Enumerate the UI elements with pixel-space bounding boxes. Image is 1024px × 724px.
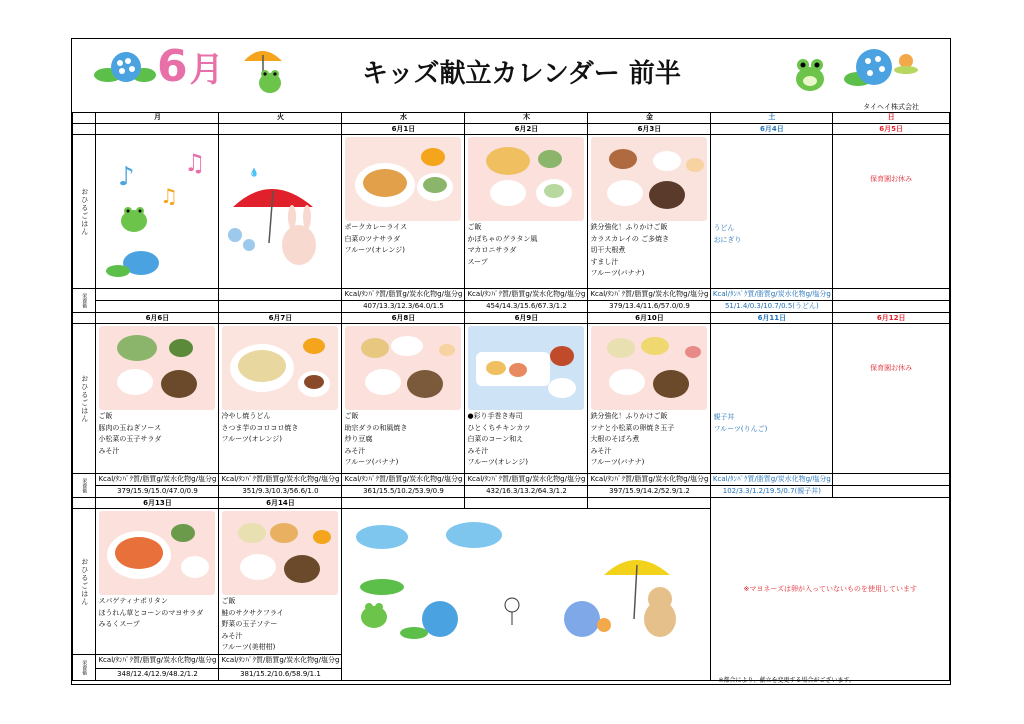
menu-cell-jun13 bbox=[96, 509, 219, 655]
date-cell: 6月4日 bbox=[711, 124, 833, 135]
meal-photo bbox=[222, 326, 338, 410]
menu-item: フルーツ(りんご) bbox=[713, 424, 768, 433]
svg-text:♪: ♪ bbox=[118, 162, 136, 192]
closed-notice: 保育園お休み bbox=[870, 364, 913, 372]
menu-item: 小松菜の玉子サラダ bbox=[98, 435, 162, 443]
week1-date-row bbox=[73, 124, 950, 135]
menu-item: 冷やし焼うどん bbox=[221, 412, 271, 420]
menu-item: ツナと小松菜の卵焼き玉子 bbox=[590, 423, 675, 432]
date-cell: 6月10日 bbox=[588, 313, 711, 324]
date-cell: 6月2日 bbox=[465, 124, 588, 135]
menu-cell-jun7 bbox=[219, 324, 342, 474]
company-name: タイヘイ株式会社 bbox=[863, 103, 919, 111]
menu-item: フルーツ(バナナ) bbox=[590, 458, 645, 466]
date-cell: 6月9日 bbox=[465, 313, 588, 324]
illustration-cell bbox=[342, 509, 711, 681]
meal-photo bbox=[222, 511, 338, 595]
menu-items bbox=[465, 411, 587, 469]
menu-item: フルーツ(バナナ) bbox=[344, 458, 399, 466]
nutrition-value: 351/9.3/10.3/56.6/1.0 bbox=[219, 486, 342, 498]
page-title: キッズ献立カレンダー 前半 bbox=[362, 59, 681, 89]
menu-item: みそ汁 bbox=[344, 446, 366, 455]
meal-photo bbox=[591, 137, 707, 221]
lunch-label: おひるごはん bbox=[73, 324, 96, 474]
menu-cell-jun8 bbox=[342, 324, 465, 474]
week2-date-row bbox=[73, 313, 950, 324]
menu-cell-jun12 bbox=[833, 324, 950, 474]
weekday-fri: 金 bbox=[588, 113, 711, 124]
illustration-cell bbox=[96, 135, 219, 289]
frog-music-illustration bbox=[96, 135, 218, 285]
menu-item: みそ汁 bbox=[467, 446, 489, 455]
menu-cell-jun3 bbox=[588, 135, 711, 289]
menu-cell-jun2 bbox=[465, 135, 588, 289]
menu-item: フルーツ(オレンジ) bbox=[221, 435, 282, 443]
meal-photo bbox=[468, 326, 584, 410]
menu-item: さつま芋のコロコロ焼き bbox=[221, 423, 299, 432]
closed-notice: 保育園お休み bbox=[870, 175, 913, 183]
week2-menu-row bbox=[73, 324, 950, 474]
menu-item: 野菜の玉子ソテー bbox=[221, 620, 278, 628]
nutrition-header: Kcal/ﾀﾝﾊﾟｸ質/脂質g/炭水化物g/塩分g bbox=[588, 289, 711, 301]
menu-cell-jun9 bbox=[465, 324, 588, 474]
meal-photo bbox=[99, 326, 215, 410]
nutrition-value: 381/15.2/10.6/58.9/1.1 bbox=[219, 669, 342, 681]
menu-cell-jun6 bbox=[96, 324, 219, 474]
menu-items bbox=[342, 411, 464, 469]
meal-photo bbox=[99, 511, 215, 595]
menu-items bbox=[711, 324, 832, 435]
week1-menu-row bbox=[73, 135, 950, 289]
nutrition-header: Kcal/ﾀﾝﾊﾟｸ質/脂質g/炭水化物g/塩分g bbox=[588, 474, 711, 486]
nutrition-value: 397/15.9/14.2/52.9/1.2 bbox=[588, 486, 711, 498]
nutrition-value: 51/1.4/0.3/10.7/0.5(うどん) bbox=[711, 301, 833, 313]
menu-cell-jun10 bbox=[588, 324, 711, 474]
nutrition-header: Kcal/ﾀﾝﾊﾟｸ質/脂質g/炭水化物g/塩分g bbox=[219, 655, 342, 669]
menu-cell-jun14 bbox=[219, 509, 342, 655]
date-cell: 6月13日 bbox=[96, 498, 219, 509]
menu-cell-jun11 bbox=[711, 324, 833, 474]
menu-items bbox=[588, 411, 710, 469]
menu-item: うどん bbox=[713, 224, 735, 232]
frog-umbrella-icon bbox=[240, 43, 288, 99]
menu-items bbox=[342, 222, 464, 257]
frog-icon bbox=[790, 51, 830, 95]
nutrition-header: Kcal/ﾀﾝﾊﾟｸ質/脂質g/炭水化物g/塩分g bbox=[711, 474, 833, 486]
menu-item: みるくスープ bbox=[98, 620, 140, 628]
menu-cell-jun1 bbox=[342, 135, 465, 289]
date-cell: 6月5日 bbox=[833, 124, 950, 135]
date-cell: 6月12日 bbox=[833, 313, 950, 324]
menu-item: 豚肉の玉ねぎソース bbox=[98, 423, 162, 432]
menu-items bbox=[465, 222, 587, 268]
illustration-cell bbox=[219, 135, 342, 289]
menu-item: マカロニサラダ bbox=[467, 246, 517, 254]
week1-nutrition-row bbox=[73, 301, 950, 313]
nutrition-value: 102/3.3/1.2/19.5/0.7(親子丼) bbox=[711, 486, 833, 498]
weekday-wed: 水 bbox=[342, 113, 465, 124]
date-cell: 6月14日 bbox=[219, 498, 342, 509]
hydrangea-icon bbox=[94, 49, 156, 89]
weekday-header-row bbox=[73, 113, 950, 124]
nutrition-label: 栄養価 bbox=[73, 655, 96, 681]
menu-item: フルーツ(オレンジ) bbox=[344, 246, 405, 254]
menu-items bbox=[96, 411, 218, 457]
weekday-mon: 月 bbox=[96, 113, 219, 124]
menu-items bbox=[219, 411, 341, 446]
rainy-day-illustration bbox=[342, 509, 708, 677]
nutrition-header: Kcal/ﾀﾝﾊﾟｸ質/脂質g/炭水化物g/塩分g bbox=[96, 655, 219, 669]
menu-item: 炒り豆腐 bbox=[344, 435, 373, 443]
nutrition-header: Kcal/ﾀﾝﾊﾟｸ質/脂質g/炭水化物g/塩分g bbox=[465, 289, 588, 301]
menu-items bbox=[96, 596, 218, 631]
menu-item: 白菜のコーン和え bbox=[467, 435, 524, 443]
menu-item: おにぎり bbox=[713, 235, 742, 244]
nutrition-value: 454/14.3/15.6/67.3/1.2 bbox=[465, 301, 588, 313]
menu-item: ご飯 bbox=[344, 412, 359, 420]
nutrition-header: Kcal/ﾀﾝﾊﾟｸ質/脂質g/炭水化物g/塩分g bbox=[342, 474, 465, 486]
menu-item: 鮭のサクサクフライ bbox=[221, 608, 284, 617]
menu-items bbox=[711, 135, 832, 246]
week3-date-row bbox=[73, 498, 950, 509]
meal-photo bbox=[591, 326, 707, 410]
lunch-label: おひるごはん bbox=[73, 135, 96, 289]
hydrangea-snail-icon bbox=[842, 45, 922, 95]
lunch-label: おひるごはん bbox=[73, 509, 96, 655]
menu-item: ほうれん草とコーンのマヨサラダ bbox=[98, 608, 204, 617]
date-cell: 6月6日 bbox=[96, 313, 219, 324]
meal-photo bbox=[345, 137, 461, 221]
nutrition-label: 栄養価 bbox=[73, 474, 96, 498]
menu-item: 鉄分強化！ふりかけご飯 bbox=[590, 223, 668, 231]
menu-item: フルーツ(オレンジ) bbox=[467, 458, 528, 466]
menu-calendar-table bbox=[72, 112, 950, 681]
menu-item: ご飯 bbox=[467, 223, 482, 231]
date-cell: 6月11日 bbox=[711, 313, 833, 324]
menu-item: 大根のそぼろ煮 bbox=[590, 435, 640, 443]
weekday-sun: 日 bbox=[833, 113, 950, 124]
menu-item: 切干大根煮 bbox=[590, 246, 626, 254]
date-cell: 6月3日 bbox=[588, 124, 711, 135]
menu-item: ポークカレーライス bbox=[344, 223, 408, 231]
week2-nutrition-header-row bbox=[73, 474, 950, 486]
nutrition-value: 407/13.3/12.3/64.0/1.5 bbox=[342, 301, 465, 313]
week1-nutrition-header-row bbox=[73, 289, 950, 301]
menu-item: カラスカレイの ご多焼き bbox=[590, 234, 670, 243]
weekday-sat: 土 bbox=[711, 113, 833, 124]
menu-items bbox=[588, 222, 710, 280]
date-cell: 6月8日 bbox=[342, 313, 465, 324]
rabbit-umbrella-illustration bbox=[219, 135, 341, 285]
menu-item: フルーツ(美柑柑) bbox=[221, 643, 276, 651]
menu-item: すまし汁 bbox=[590, 257, 619, 266]
date-cell: 6月7日 bbox=[219, 313, 342, 324]
month-number: 6月 bbox=[157, 41, 226, 92]
calendar-header bbox=[72, 39, 949, 113]
week2-nutrition-row bbox=[73, 486, 950, 498]
menu-item: みそ汁 bbox=[221, 631, 243, 640]
nutrition-value: 348/12.4/12.9/48.2/1.2 bbox=[96, 669, 219, 681]
weekday-thu: 木 bbox=[465, 113, 588, 124]
meal-photo bbox=[345, 326, 461, 410]
menu-item: ●彩り手巻き寿司 bbox=[467, 412, 523, 420]
nutrition-value: 432/16.3/13.2/64.3/1.2 bbox=[465, 486, 588, 498]
nutrition-value: 379/15.9/15.0/47.0/0.9 bbox=[96, 486, 219, 498]
menu-item: スープ bbox=[467, 257, 488, 266]
svg-text:💧: 💧 bbox=[249, 168, 260, 177]
menu-item: かぼちゃのグラタン風 bbox=[467, 234, 538, 243]
nutrition-header: Kcal/ﾀﾝﾊﾟｸ質/脂質g/炭水化物g/塩分g bbox=[342, 289, 465, 301]
date-cell bbox=[96, 124, 219, 135]
menu-item: ご飯 bbox=[221, 597, 236, 605]
date-cell: 6月1日 bbox=[342, 124, 465, 135]
nutrition-header: Kcal/ﾀﾝﾊﾟｸ質/脂質g/炭水化物g/塩分g bbox=[465, 474, 588, 486]
menu-item: フルーツ(バナナ) bbox=[590, 269, 645, 277]
menu-item: ご飯 bbox=[98, 412, 113, 420]
menu-item: ひとくちチキンカツ bbox=[467, 423, 531, 432]
menu-item: 親子丼 bbox=[713, 413, 735, 421]
menu-items bbox=[219, 596, 341, 654]
footnote: ※都合により、献立を変更する場合がございます。 bbox=[718, 677, 855, 684]
menu-calendar-page bbox=[71, 38, 951, 685]
svg-text:♫: ♫ bbox=[160, 184, 179, 208]
meal-photo bbox=[468, 137, 584, 221]
menu-item: 鉄分強化！ふりかけご飯 bbox=[590, 412, 668, 420]
menu-item: みそ汁 bbox=[590, 446, 612, 455]
menu-item: スパゲティナポリタン bbox=[98, 597, 168, 605]
nutrition-header: Kcal/ﾀﾝﾊﾟｸ質/脂質g/炭水化物g/塩分g bbox=[219, 474, 342, 486]
nutrition-label: 栄養価 bbox=[73, 289, 96, 313]
nutrition-header: Kcal/ﾀﾝﾊﾟｸ質/脂質g/炭水化物g/塩分g bbox=[711, 289, 833, 301]
weekday-tue: 火 bbox=[219, 113, 342, 124]
nutrition-value: 361/15.5/10.2/53.9/0.9 bbox=[342, 486, 465, 498]
menu-item: 助宗ダラの和風焼き bbox=[344, 423, 408, 432]
mayonnaise-note: ※マヨネーズは卵が入っていないものを使用しています bbox=[711, 498, 950, 681]
menu-cell-jun5 bbox=[833, 135, 950, 289]
nutrition-header: Kcal/ﾀﾝﾊﾟｸ質/脂質g/炭水化物g/塩分g bbox=[96, 474, 219, 486]
date-cell bbox=[219, 124, 342, 135]
menu-cell-jun4 bbox=[711, 135, 833, 289]
nutrition-value: 379/13.4/11.6/57.0/0.9 bbox=[588, 301, 711, 313]
svg-text:♫: ♫ bbox=[184, 149, 206, 177]
menu-item: みそ汁 bbox=[98, 446, 120, 455]
menu-item: 白菜のツナサラダ bbox=[344, 234, 401, 243]
